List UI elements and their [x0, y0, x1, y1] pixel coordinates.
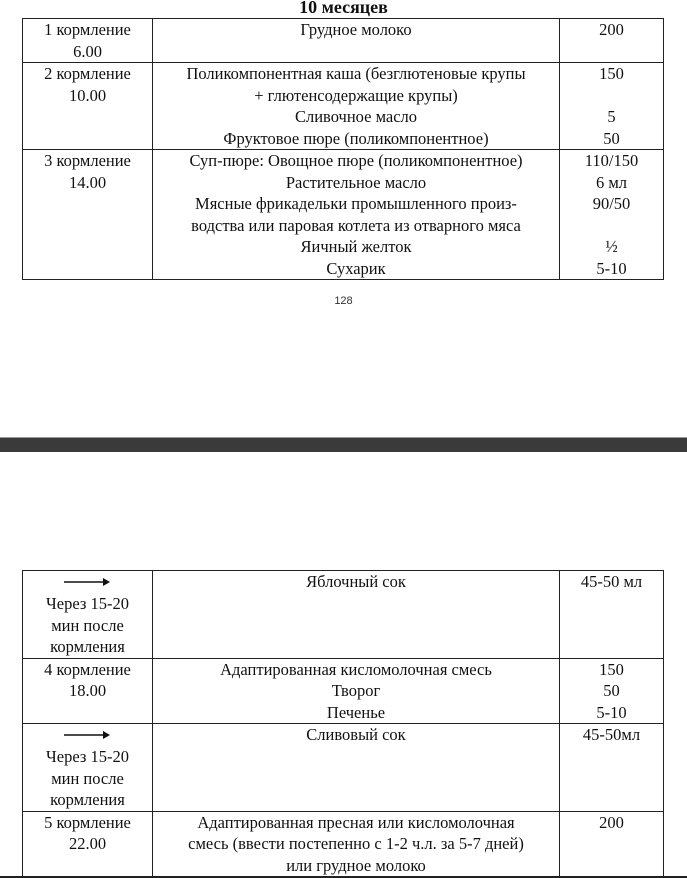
amount-cell — [560, 724, 664, 812]
amount-value: 45-50мл — [582, 725, 641, 744]
food-item: смесь (ввести постепенно с 1-2 ч.л. за 5-7 дней) — [188, 834, 524, 853]
amount-value: 50 — [603, 128, 620, 148]
page-bottom — [0, 452, 687, 878]
feeding-label: мин после — [51, 615, 124, 635]
table-row — [23, 811, 664, 877]
amount-cell — [560, 63, 664, 150]
food-item: Суп-пюре: Овощное пюре (поликомпонентное) — [189, 151, 523, 170]
page-separator — [0, 438, 687, 452]
food-item: Яблочный сок — [306, 572, 406, 591]
food-cell — [153, 811, 560, 877]
food-item: + глютенсодержащие крупы) — [254, 85, 458, 105]
feeding-label: 6.00 — [73, 41, 102, 61]
feeding-label: 3 кормление — [44, 151, 131, 170]
amount-cell — [560, 19, 664, 63]
feeding-label: кормления — [50, 637, 125, 656]
food-cell — [153, 724, 560, 812]
food-item: Творог — [331, 681, 381, 700]
table-row — [23, 571, 664, 659]
amount-value: 90/50 — [592, 194, 631, 213]
page-top — [0, 0, 687, 438]
food-item: Адаптированная пресная или кисломолочная — [197, 812, 515, 832]
food-item: Сливовый сок — [306, 725, 406, 744]
feeding-cell — [23, 63, 153, 150]
amount-value: 5-10 — [596, 258, 627, 278]
food-cell — [153, 571, 560, 659]
feeding-label: 18.00 — [68, 681, 107, 700]
amount-value: ½ — [605, 237, 618, 256]
food-item: Печенье — [326, 702, 386, 722]
amount-value: 5 — [607, 107, 616, 126]
menu-table-top — [22, 18, 664, 280]
food-item: Растительное масло — [285, 172, 427, 192]
feeding-cell — [23, 150, 153, 280]
amount-cell — [560, 150, 664, 280]
table-row — [23, 724, 664, 812]
table-row — [23, 658, 664, 724]
amount-value: 5-10 — [596, 702, 627, 722]
food-item: Сливочное масло — [294, 107, 418, 126]
feeding-cell — [23, 658, 153, 724]
feeding-label: Через 15-20 — [46, 747, 129, 766]
food-item: Яичный желток — [300, 237, 412, 256]
table-row — [23, 19, 664, 63]
food-item: Поликомпонентная каша (безглютеновые крупы — [186, 64, 526, 83]
feeding-label: 5 кормление — [44, 812, 131, 832]
feeding-cell — [23, 724, 153, 812]
arrow-right-icon — [23, 571, 152, 593]
food-item: Мясные фрикадельки промышленного произ- — [195, 194, 517, 213]
food-item: водства или паровая котлета из отварного мяса — [191, 215, 521, 235]
amount-value — [560, 85, 663, 107]
feeding-cell — [23, 19, 153, 63]
table-row — [23, 150, 664, 280]
amount-value: 200 — [599, 20, 624, 39]
amount-value: 200 — [599, 812, 624, 832]
food-cell — [153, 19, 560, 63]
feeding-label: 2 кормление — [44, 64, 131, 83]
food-item: Грудное молоко — [300, 20, 412, 39]
amount-cell — [560, 658, 664, 724]
food-cell — [153, 150, 560, 280]
amount-cell — [560, 811, 664, 877]
amount-value: 110/150 — [584, 151, 639, 170]
table-title: 10 месяцев — [299, 0, 388, 17]
amount-value: 150 — [599, 64, 624, 83]
amount-value: 6 мл — [595, 172, 628, 192]
food-item: Фруктовое пюре (поликомпонентное) — [223, 128, 489, 148]
feeding-label: 22.00 — [68, 834, 107, 853]
amount-cell — [560, 571, 664, 659]
food-item: Адаптированная кисломолочная смесь — [220, 659, 492, 679]
menu-table-bottom — [22, 570, 664, 877]
food-cell — [153, 658, 560, 724]
feeding-label: мин после — [51, 768, 124, 788]
arrow-right-icon — [23, 724, 152, 746]
feeding-label: 10.00 — [68, 85, 107, 105]
page-number: 128 — [334, 295, 353, 307]
feeding-label: кормления — [50, 790, 125, 809]
feeding-label: 4 кормление — [44, 659, 131, 679]
food-cell — [153, 63, 560, 150]
feeding-label: Через 15-20 — [46, 594, 129, 613]
feeding-label: 1 кормление — [44, 20, 131, 39]
amount-value — [560, 215, 663, 237]
food-item: или грудное молоко — [286, 855, 426, 875]
feeding-cell — [23, 571, 153, 659]
amount-value: 150 — [599, 659, 624, 679]
amount-value: 45-50 мл — [580, 572, 643, 591]
table-row — [23, 63, 664, 150]
feeding-cell — [23, 811, 153, 877]
feeding-label: 14.00 — [68, 172, 107, 192]
food-item: Сухарик — [326, 258, 386, 278]
amount-value: 50 — [603, 681, 620, 700]
